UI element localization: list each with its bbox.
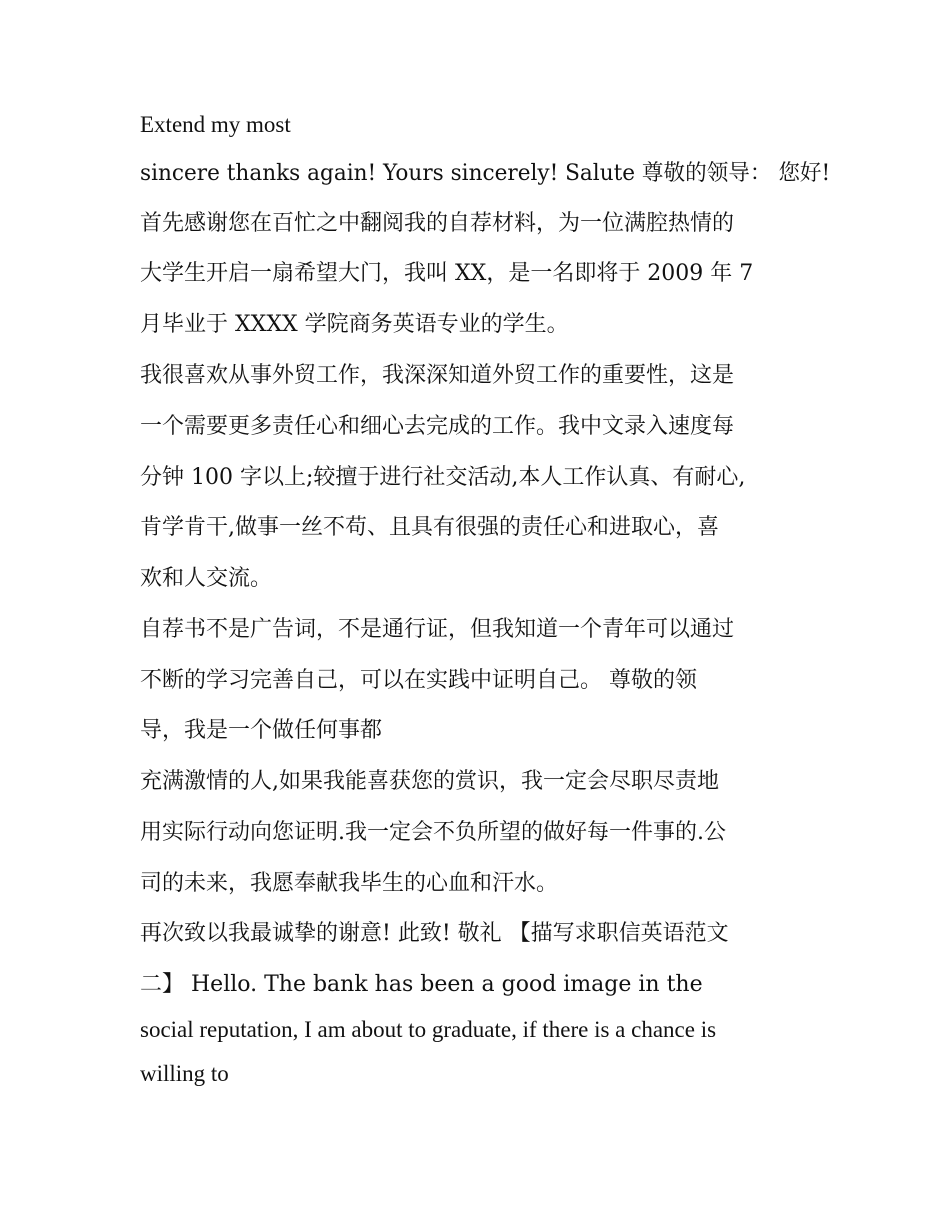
text-line: 大学生开启一扇希望大门，我叫 XX，是一名即将于 2009 年 7 <box>140 261 754 286</box>
text-line: willing to <box>140 1061 229 1086</box>
text-line: 充满激情的人,如果我能喜获您的赏识，我一定会尽职尽责地 <box>140 769 719 794</box>
text-line: 不断的学习完善自己，可以在实践中证明自己。 尊敬的领 <box>140 668 697 693</box>
text-line: 月毕业于 XXXX 学院商务英语专业的学生。 <box>140 312 569 337</box>
text-line: 一个需要更多责任心和细心去完成的工作。我中文录入速度每 <box>140 414 735 439</box>
text-line: 司的未来，我愿奉献我毕生的心血和汗水。 <box>140 871 559 896</box>
text-line: Extend my most <box>140 112 291 137</box>
text-line: 二】 Hello. The bank has been a good image in the <box>140 972 703 997</box>
text-line: 肯学肯干,做事一丝不苟、且具有很强的责任心和进取心，喜 <box>140 515 719 540</box>
text-line: social reputation, I am about to graduate, if there is a chance is <box>140 1017 717 1042</box>
text-line: 我很喜欢从事外贸工作，我深深知道外贸工作的重要性，这是 <box>140 363 735 388</box>
text-line: 自荐书不是广告词，不是通行证，但我知道一个青年可以通过 <box>140 617 735 642</box>
text-line: sincere thanks again! Yours sincerely! Salute 尊敬的领导： 您好! <box>140 161 831 186</box>
text-line: 导，我是一个做任何事都 <box>140 718 383 743</box>
text-line: 再次致以我最诚挚的谢意! 此致! 敬礼 【描写求职信英语范文 <box>140 921 729 946</box>
text-line: 用实际行动向您证明.我一定会不负所望的做好每一件事的.公 <box>140 820 726 845</box>
text-line: 分钟 100 字以上;较擅于进行社交活动,本人工作认真、有耐心, <box>140 465 746 490</box>
text-line: 欢和人交流。 <box>140 566 273 591</box>
text-line: 首先感谢您在百忙之中翻阅我的自荐材料，为一位满腔热情的 <box>140 211 735 236</box>
